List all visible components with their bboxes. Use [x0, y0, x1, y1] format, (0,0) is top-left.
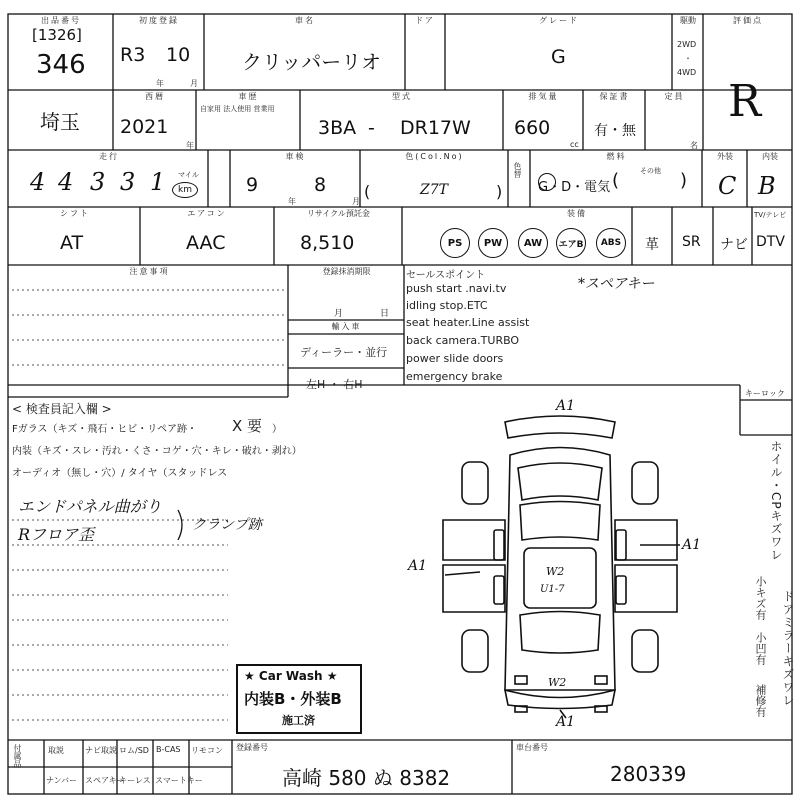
color-change-label: 色替 [513, 162, 522, 178]
color-paren-close: ) [496, 182, 503, 201]
accessories-label: 付属品 [13, 744, 22, 768]
caution-label: 注意事項 [129, 267, 170, 276]
steering-side: 左H ・ 右H [306, 378, 363, 391]
drive-dot: ・ [684, 54, 692, 63]
interior-grade: B [758, 172, 776, 200]
key-lock-label: キーロック [745, 389, 785, 398]
glass-line: Fガラス（キズ・飛石・ヒビ・リペア跡・ [12, 424, 198, 435]
chassis-number: 280339 [610, 762, 687, 786]
first-reg-month-unit: 月 [190, 79, 198, 88]
footer-item: ロム/SD [119, 746, 149, 755]
inspection-year: 9 [246, 174, 259, 196]
model-prefix: 3BA [318, 117, 357, 139]
inspection-month-unit: 月 [352, 197, 360, 206]
car-wash-grade: 内装B・外装B [244, 690, 342, 708]
grade-label: グレード [539, 16, 579, 25]
shift: AT [60, 232, 84, 254]
score-label: 評価点 [733, 16, 763, 25]
lot-number: 346 [36, 50, 86, 80]
reg-deadline-month: 月 [334, 309, 344, 319]
warranty: 有・無 [594, 123, 636, 139]
drive-label: 駆動 [680, 16, 696, 25]
mileage-digit: 3 [90, 168, 106, 196]
fuel-label: 燃料 [606, 152, 627, 161]
shift-label: シフト [60, 209, 90, 218]
fuel-paren-close: ) [680, 170, 688, 191]
mileage-digit: 1 [150, 168, 166, 196]
recycle-fee: 8,510 [300, 232, 355, 254]
handwritten-note-2: Rフロア歪 [18, 525, 95, 544]
displacement-label: 排気量 [528, 92, 559, 101]
fuel-paren-open: ( [612, 170, 620, 191]
damage-mark-roof: W2 [546, 565, 565, 578]
damage-mark-rear-panel: W2 [548, 676, 567, 689]
first-reg-year-unit: 年 [156, 79, 164, 88]
sales-point: idling stop.ETC [406, 299, 488, 312]
plate-label: 登録番号 [236, 743, 268, 752]
side-text-mirror: ドアミラーキズワレ [781, 590, 795, 707]
side-text-wheel: ホイル・CPキズワレ [769, 440, 783, 562]
mileage-digit: 4 [58, 168, 74, 196]
footer-item: スマートキー [155, 776, 203, 785]
import-label: 輸入車 [331, 322, 362, 331]
displacement: 660 [514, 117, 551, 139]
cc-unit: cc [570, 140, 579, 149]
model-dash: - [368, 117, 375, 139]
equip-aw: AW [518, 228, 548, 258]
equip-sunroof: SR [682, 234, 701, 250]
reg-deadline-label: 登録抹消期限 [322, 267, 371, 276]
drive-4wd: 4WD [677, 68, 697, 77]
footer-item: リモコン [191, 746, 223, 755]
glass-close: ） [272, 424, 282, 435]
inspection-year-unit: 年 [288, 197, 296, 206]
car-wash-done: 施工済 [282, 714, 315, 727]
sales-point: back camera.TURBO [406, 334, 520, 347]
inspection-month: 8 [314, 174, 327, 196]
mileage-digit: 3 [120, 168, 136, 196]
first-reg-label: 初度登録 [139, 16, 179, 25]
footer-item: ナビ取説 [85, 746, 117, 755]
footer-item: スペアキー [85, 776, 125, 785]
history-note: 自家用 法人使用 営業用 [200, 105, 275, 113]
sales-point: seat heater.Line assist [406, 316, 530, 329]
capacity-label: 定員 [664, 92, 685, 101]
damage-mark-front: A1 [556, 398, 576, 414]
mileage-digit: 4 [30, 168, 46, 196]
history-label: 車歴 [238, 92, 259, 101]
side-note-repair: 補修有 [754, 684, 767, 717]
side-note-dent: 小凹有 [754, 632, 767, 665]
sales-points-label: セールスポイント [406, 270, 486, 281]
recycle-label: リサイクル預託金 [307, 209, 370, 218]
aircon: AAC [186, 232, 226, 254]
exterior-grade: C [718, 172, 737, 200]
plate-number: 高崎 580 ぬ 8382 [282, 766, 451, 790]
dealer-parallel: ディーラー・並行 [300, 346, 388, 359]
inspector-title: < 検査員記入欄 > [12, 402, 112, 416]
audio-tire-line: オーディオ（無し・穴）/ タイヤ（スタッドレス [12, 468, 228, 479]
equip-tv-label: TV/テレビ [754, 211, 787, 219]
car-name-label: 車名 [295, 16, 315, 25]
fuel: G・D・電気 [538, 180, 611, 195]
damage-mark-right: A1 [682, 537, 702, 553]
grade: G [551, 46, 566, 68]
color-label: 色(Col.No) [405, 152, 464, 161]
aircon-label: エアコン [187, 209, 227, 218]
footer-item: キーレス [119, 776, 151, 785]
damage-mark-left: A1 [408, 558, 428, 574]
footer-item: B-CAS [156, 745, 181, 754]
interior-damage-line: 内装（キズ・スレ・汚れ・くさ・コゲ・穴・キレ・破れ・剥れ） [12, 446, 302, 457]
sales-point: push start .navi.tv [406, 282, 507, 295]
handwritten-note-3: クランプ跡 [192, 517, 262, 533]
damage-mark-rear: A1 [556, 714, 576, 730]
door-label: ドア [415, 16, 435, 25]
car-wash-box [236, 664, 362, 734]
fuel-other: その他 [640, 167, 661, 175]
exterior-label: 外装 [717, 152, 733, 161]
equip-navi: ナビ [720, 237, 748, 253]
equip-pw: PW [478, 228, 508, 258]
auction-no-label: 出品番号 [41, 16, 81, 25]
inspection-label: 車検 [285, 152, 306, 161]
capacity-unit: 名 [690, 141, 698, 150]
mileage-km-circle: km [172, 182, 198, 198]
color-paren-open: ( [364, 182, 371, 201]
sales-point: power slide doors [406, 352, 504, 365]
auction-bracket-no: [1326] [32, 26, 82, 44]
equipment-label: 装備 [567, 209, 587, 218]
prefecture: 埼玉 [40, 110, 80, 134]
score-handwritten: R [728, 76, 762, 127]
model-code: DR17W [400, 117, 471, 139]
car-name: クリッパーリオ [242, 50, 381, 74]
drive-2wd: 2WD [677, 40, 697, 49]
sales-point: emergency brake [406, 370, 503, 383]
mileage-label: 走行 [99, 152, 119, 161]
interior-label: 内装 [762, 152, 778, 161]
model-label: 型式 [392, 92, 412, 101]
damage-mark-roof-detail: U1-7 [540, 584, 565, 595]
equip-leather: 革 [645, 237, 659, 253]
year-label: 西暦 [145, 92, 165, 101]
year-value: 2021 [120, 116, 169, 138]
year-unit: 年 [186, 141, 194, 150]
footer-item: 取説 [48, 746, 64, 755]
warranty-label: 保証書 [599, 92, 630, 101]
reg-deadline-day: 日 [380, 309, 390, 319]
handwritten-spare-key: *スペアキー [578, 276, 655, 292]
side-note-scratch: 小キズ有 [754, 576, 767, 620]
first-reg-month: 10 [166, 44, 191, 66]
glass-mark: X 要 [232, 417, 263, 435]
car-wash-title: ★ Car Wash ★ [244, 669, 338, 683]
equip-abs: ABS [596, 228, 626, 258]
equip-airbag: エアB [556, 228, 586, 258]
handwritten-note-1: エンドパネル曲がり [18, 497, 162, 516]
equip-ps: PS [440, 228, 470, 258]
color-number: Z7T [420, 182, 448, 198]
chassis-label: 車台番号 [516, 743, 548, 752]
equip-tv: DTV [756, 234, 785, 250]
first-reg-era: R3 [120, 44, 146, 66]
fuel-gasoline-circle [538, 173, 556, 191]
footer-item: ナンバー [46, 776, 78, 785]
mileage-mile: マイル [178, 171, 199, 179]
